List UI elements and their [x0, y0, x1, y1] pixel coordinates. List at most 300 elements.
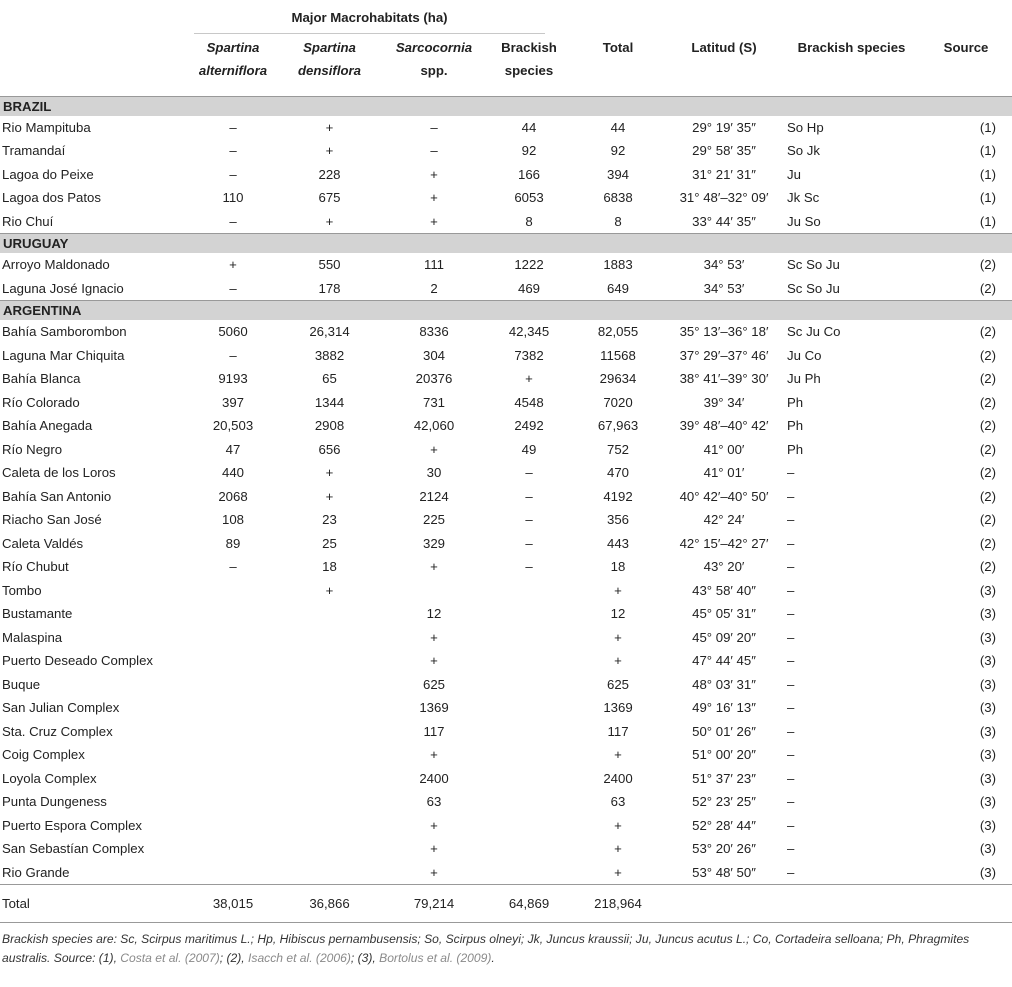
cell-br — [487, 673, 571, 697]
table-row — [0, 391, 1012, 415]
cell-lat: 40° 42′–40° 50′ — [679, 488, 769, 504]
cell-src: (3) — [979, 770, 997, 786]
cell-sc: 625 — [422, 676, 445, 692]
cell-src: (3) — [979, 841, 997, 857]
cell-sd: 26,314 — [309, 324, 350, 340]
cell-sc: 20376 — [415, 371, 453, 387]
table-row — [0, 720, 1012, 744]
cell-src: (1) — [979, 166, 997, 182]
citation-link[interactable]: Costa et al. (2007) — [120, 950, 220, 965]
cell-bs: – — [787, 653, 795, 669]
section-label: ARGENTINA — [0, 301, 1012, 321]
cell-lat: 53° 20′ 26″ — [692, 841, 756, 857]
cell-br — [487, 579, 571, 603]
cell-bs: Sc So Ju — [787, 257, 840, 273]
cell-lat: 50° 01′ 26″ — [692, 723, 756, 739]
cell-src: (3) — [979, 653, 997, 669]
table-row — [0, 814, 1012, 838]
cell-src: (1) — [979, 119, 997, 135]
cell-sa: 2068 — [218, 488, 248, 504]
cell-sa — [188, 649, 278, 673]
cell-name: Rio Chuí — [2, 213, 54, 229]
cell-br: – — [525, 512, 533, 528]
section-header — [0, 234, 1012, 254]
cell-sc: + — [430, 841, 438, 857]
cell-total: 356 — [607, 512, 630, 528]
cell-sc: 117 — [423, 723, 445, 739]
cell-br: + — [525, 371, 533, 387]
cell-br — [487, 743, 571, 767]
cell-name: Caleta de los Loros — [2, 465, 116, 481]
cell-sd: 65 — [322, 371, 337, 387]
total-sa: 38,015 — [188, 885, 278, 923]
cell-src: (1) — [979, 143, 997, 159]
cell-br: 8 — [525, 213, 533, 229]
cell-total: + — [614, 629, 622, 645]
table-header — [0, 0, 1012, 96]
section-header — [0, 301, 1012, 321]
total-lat — [665, 885, 783, 923]
cell-lat: 48° 03′ 31″ — [692, 676, 756, 692]
cell-br: – — [525, 559, 533, 575]
cell-sa — [188, 790, 278, 814]
cell-sa — [188, 626, 278, 650]
cell-sd — [278, 814, 381, 838]
cell-lat: 35° 13′–36° 18′ — [679, 324, 769, 340]
cell-br — [487, 814, 571, 838]
cell-total: 7020 — [603, 394, 633, 410]
cell-name: Punta Dungeness — [2, 794, 107, 810]
total-sd: 36,866 — [278, 885, 381, 923]
cell-bs: Sc Ju Co — [787, 324, 841, 340]
cell-bs: Sc So Ju — [787, 280, 840, 296]
cell-sd: 675 — [318, 190, 341, 206]
cell-sa: – — [229, 559, 237, 575]
cell-sd: + — [325, 582, 334, 598]
section-label: BRAZIL — [0, 96, 1012, 116]
cell-lat: 39° 34′ — [703, 394, 745, 410]
cell-br: 7382 — [514, 347, 544, 363]
cell-sa: + — [229, 257, 237, 273]
cell-br — [487, 626, 571, 650]
table-row — [0, 485, 1012, 509]
cell-sc: 329 — [422, 535, 445, 551]
total-name: Total — [0, 885, 188, 923]
cell-name: Lagoa dos Patos — [2, 190, 101, 206]
cell-sd: + — [325, 488, 334, 504]
cell-sa: 89 — [225, 535, 241, 551]
cell-total: 1883 — [603, 257, 633, 273]
cell-total: 625 — [607, 676, 630, 692]
cell-total: 470 — [607, 465, 630, 481]
table-row — [0, 861, 1012, 885]
cell-name: Río Chubut — [2, 559, 69, 575]
cell-sd — [278, 837, 381, 861]
cell-sd: + — [325, 213, 334, 229]
table-row — [0, 461, 1012, 485]
section-header — [0, 96, 1012, 116]
cell-br: 92 — [521, 143, 537, 159]
cell-name: Coig Complex — [2, 747, 85, 763]
cell-sc: 2 — [430, 280, 438, 296]
cell-src: (2) — [979, 324, 997, 340]
cell-bs: – — [787, 841, 795, 857]
cell-lat: 33° 44′ 35″ — [692, 213, 756, 229]
cell-bs: – — [787, 465, 795, 481]
cell-lat: 29° 19′ 35″ — [692, 119, 756, 135]
header-source: Source — [920, 34, 1012, 96]
table-row — [0, 163, 1012, 187]
cell-sd: 25 — [322, 535, 337, 551]
table-row — [0, 438, 1012, 462]
cell-total: 11568 — [600, 347, 636, 363]
cell-sd: 550 — [318, 257, 341, 273]
table-row — [0, 508, 1012, 532]
cell-sc: 42,060 — [413, 418, 455, 434]
cell-br: 166 — [518, 166, 541, 182]
cell-bs: – — [787, 606, 795, 622]
cell-sc: 2124 — [419, 488, 449, 504]
cell-sc: – — [430, 119, 438, 135]
cell-src: (3) — [979, 606, 997, 622]
cell-name: Bustamante — [2, 606, 73, 622]
cell-name: Bahía Samborombon — [2, 324, 127, 340]
cell-sc: 225 — [422, 512, 445, 528]
cell-name: Bahía San Antonio — [2, 488, 112, 504]
table-row — [0, 649, 1012, 673]
cell-lat: 51° 00′ 20″ — [692, 747, 756, 763]
cell-bs: Jk Sc — [787, 190, 820, 206]
cell-br — [487, 790, 571, 814]
cell-sc: 2400 — [419, 770, 449, 786]
cell-lat: 45° 05′ 31″ — [692, 606, 756, 622]
cell-sc: + — [430, 629, 438, 645]
cell-lat: 41° 01′ — [703, 465, 745, 481]
cell-sd: 178 — [318, 280, 341, 296]
cell-lat: 53° 48′ 50″ — [692, 864, 756, 880]
cell-bs: Ju Co — [787, 347, 822, 363]
cell-sa: 110 — [222, 190, 244, 206]
cell-total: + — [614, 653, 622, 669]
cell-sc: + — [430, 213, 438, 229]
header-latitude: Latitud (S) — [665, 34, 783, 96]
cell-bs: – — [787, 747, 795, 763]
header-spartina-densiflora: Spartina densiflora — [278, 34, 381, 96]
cell-sa: – — [229, 119, 237, 135]
cell-total: 92 — [610, 143, 626, 159]
cell-total: 67,963 — [597, 418, 639, 434]
cell-src: (2) — [979, 394, 997, 410]
cell-bs: – — [787, 817, 795, 833]
total-src — [920, 885, 1012, 923]
cell-lat: 51° 37′ 23″ — [692, 770, 756, 786]
table-row — [0, 790, 1012, 814]
cell-total: 82,055 — [597, 324, 639, 340]
citation-link[interactable]: Isacch et al. (2006) — [248, 950, 351, 965]
cell-sa: 9193 — [218, 371, 248, 387]
cell-lat: 29° 58′ 35″ — [692, 143, 756, 159]
cell-src: (2) — [979, 371, 997, 387]
cell-total: 63 — [610, 794, 626, 810]
cell-total: 4192 — [603, 488, 633, 504]
table-row — [0, 743, 1012, 767]
cell-sd: 1344 — [314, 394, 345, 410]
cell-src: (2) — [979, 441, 997, 457]
cell-lat: 39° 48′–40° 42′ — [679, 418, 769, 434]
cell-sd: + — [325, 465, 334, 481]
total-br: 64,869 — [487, 885, 571, 923]
table-row — [0, 602, 1012, 626]
cell-total: 443 — [607, 535, 630, 551]
cell-src: (2) — [979, 418, 997, 434]
section-label: URUGUAY — [0, 234, 1012, 254]
cell-sa — [188, 861, 278, 885]
cell-lat: 49° 16′ 13″ — [692, 700, 756, 716]
cell-name: Malaspina — [2, 629, 63, 645]
cell-total: + — [614, 841, 622, 857]
cell-sc: 30 — [426, 465, 442, 481]
cell-bs: – — [787, 559, 795, 575]
cell-src: (2) — [979, 559, 997, 575]
cell-lat: 45° 09′ 20″ — [692, 629, 756, 645]
cell-bs: – — [787, 488, 795, 504]
cell-br — [487, 767, 571, 791]
cell-total: 6838 — [603, 190, 633, 206]
cell-bs: Ju Ph — [787, 371, 821, 387]
cell-sa: – — [229, 213, 237, 229]
total-sc: 79,214 — [381, 885, 487, 923]
cell-lat: 31° 21′ 31″ — [692, 166, 756, 182]
cell-lat: 43° 20′ — [703, 559, 745, 575]
cell-br — [487, 837, 571, 861]
cell-total: + — [614, 582, 622, 598]
macrohabitats-group-header: Major Macrohabitats (ha) — [188, 0, 571, 34]
cell-br: – — [525, 535, 533, 551]
cell-name: Río Negro — [2, 441, 63, 457]
cell-bs: So Hp — [787, 119, 824, 135]
cell-total: 752 — [607, 441, 630, 457]
cell-src: (2) — [979, 280, 997, 296]
footnote: Brackish species are: Sc, Scirpus maritimus L.; Hp, Hibiscus pernambusensis; So, Scirpus olneyi; Jk, Juncus kraussii; Ju, Juncus acutus L.; Co, Cortadeira selloana; Ph, Phragmites australis. Source: (1), Costa et al. (2007); (2), Isacch et al. (2006); (3), Bortolus et al. (2009). — [2, 932, 970, 965]
table-row — [0, 210, 1012, 234]
cell-sc: + — [430, 559, 438, 575]
cell-sc: + — [430, 864, 438, 880]
table-row — [0, 555, 1012, 579]
citation-link[interactable]: Bortolus et al. (2009) — [379, 950, 492, 965]
cell-br — [487, 602, 571, 626]
header-spartina-alterniflora: Spartina alterniflora — [188, 34, 278, 96]
cell-bs: – — [787, 864, 795, 880]
cell-total: + — [614, 817, 622, 833]
cell-br — [487, 720, 571, 744]
cell-sc: 111 — [423, 257, 445, 273]
cell-br: – — [525, 465, 533, 481]
cell-sc: 304 — [422, 347, 445, 363]
cell-sc: 1369 — [419, 700, 449, 716]
totals-row — [0, 885, 1012, 923]
cell-bs: Ju — [787, 166, 801, 182]
cell-bs: Ju So — [787, 213, 821, 229]
cell-src: (1) — [979, 190, 997, 206]
cell-src: (3) — [979, 629, 997, 645]
cell-br: 2492 — [514, 418, 544, 434]
table-row — [0, 767, 1012, 791]
cell-lat: 38° 41′–39° 30′ — [679, 371, 769, 387]
table-row — [0, 532, 1012, 556]
cell-lat: 31° 48′–32° 09′ — [679, 190, 769, 206]
cell-lat: 42° 24′ — [703, 512, 745, 528]
cell-sa: – — [229, 347, 237, 363]
table-body — [0, 96, 1012, 923]
header-name — [0, 34, 188, 96]
cell-br: 469 — [518, 280, 541, 296]
table-row — [0, 579, 1012, 603]
table-row — [0, 344, 1012, 368]
cell-src: (3) — [979, 723, 997, 739]
header-empty-right — [571, 0, 1012, 34]
cell-sa — [188, 602, 278, 626]
cell-sd: 228 — [318, 166, 341, 182]
cell-src: (3) — [979, 817, 997, 833]
cell-name: Sta. Cruz Complex — [2, 723, 113, 739]
cell-lat: 43° 58′ 40″ — [692, 582, 756, 598]
cell-br — [487, 696, 571, 720]
cell-sd: 23 — [322, 512, 337, 528]
cell-sc: 731 — [422, 394, 445, 410]
cell-name: San Sebastían Complex — [2, 841, 145, 857]
cell-name: Río Colorado — [2, 394, 80, 410]
cell-name: Loyola Complex — [2, 770, 97, 786]
cell-sd: 3882 — [314, 347, 345, 363]
cell-src: (2) — [979, 347, 997, 363]
header-empty — [0, 0, 188, 34]
cell-sa — [188, 814, 278, 838]
cell-sa: – — [229, 143, 237, 159]
cell-br: 44 — [521, 119, 537, 135]
cell-name: Bahía Anegada — [2, 418, 93, 434]
cell-src: (2) — [979, 257, 997, 273]
cell-sd: + — [325, 119, 334, 135]
cell-sc: + — [430, 653, 438, 669]
table-row — [0, 139, 1012, 163]
table-row — [0, 116, 1012, 140]
cell-sa — [188, 720, 278, 744]
cell-sa — [188, 767, 278, 791]
cell-lat: 34° 53′ — [703, 257, 745, 273]
cell-bs: Ph — [787, 441, 804, 457]
cell-sd: 2908 — [314, 418, 345, 434]
cell-sd — [278, 767, 381, 791]
table-row — [0, 277, 1012, 301]
cell-sa: – — [229, 280, 237, 296]
cell-name: Tombo — [2, 582, 42, 598]
cell-lat: 47° 44′ 45″ — [692, 653, 756, 669]
cell-total: 117 — [607, 723, 629, 739]
cell-bs: – — [787, 535, 795, 551]
cell-sd — [278, 696, 381, 720]
cell-sc: + — [430, 190, 438, 206]
cell-name: Puerto Espora Complex — [2, 817, 143, 833]
cell-bs: Ph — [787, 418, 804, 434]
table-row — [0, 673, 1012, 697]
table-row — [0, 320, 1012, 344]
cell-bs: – — [787, 794, 795, 810]
cell-src: (2) — [979, 512, 997, 528]
cell-br: 1222 — [514, 257, 544, 273]
cell-sd — [278, 790, 381, 814]
cell-name: Buque — [2, 676, 41, 692]
header-brackish: Brackish species — [487, 34, 571, 96]
cell-src: (3) — [979, 864, 997, 880]
cell-sa: 397 — [221, 394, 244, 410]
cell-bs: Ph — [787, 394, 804, 410]
cell-name: Rio Grande — [2, 864, 70, 880]
cell-sa: 5060 — [218, 324, 248, 340]
cell-sd — [278, 861, 381, 885]
cell-sa: 47 — [225, 441, 241, 457]
cell-sa: 108 — [221, 512, 244, 528]
cell-bs: – — [787, 700, 795, 716]
table-row — [0, 186, 1012, 210]
cell-sd — [278, 626, 381, 650]
cell-total: + — [614, 747, 622, 763]
cell-sc: + — [430, 747, 438, 763]
cell-src: (3) — [979, 676, 997, 692]
cell-total: 8 — [614, 213, 622, 229]
cell-bs: – — [787, 676, 795, 692]
cell-sc: + — [430, 166, 438, 182]
cell-bs: – — [787, 770, 795, 786]
cell-bs: – — [787, 629, 795, 645]
cell-name: Laguna José Ignacio — [2, 280, 124, 296]
table-row — [0, 367, 1012, 391]
header-total: Total — [571, 34, 665, 96]
cell-br — [487, 861, 571, 885]
cell-sd: 18 — [322, 559, 337, 575]
header-brackish-species: Brackish species — [783, 34, 920, 96]
cell-br: – — [525, 488, 533, 504]
cell-lat: 34° 53′ — [703, 280, 745, 296]
cell-name: Tramandaí — [2, 143, 66, 159]
cell-lat: 52° 23′ 25″ — [692, 794, 756, 810]
cell-total: 44 — [610, 119, 626, 135]
cell-sa: – — [229, 166, 237, 182]
table-row — [0, 837, 1012, 861]
header-sarcocornia: Sarcocornia spp. — [381, 34, 487, 96]
cell-name: San Julian Complex — [2, 700, 120, 716]
cell-name: Laguna Mar Chiquita — [2, 347, 125, 363]
cell-br — [487, 649, 571, 673]
cell-br: 42,345 — [508, 324, 550, 340]
cell-sc: + — [430, 441, 438, 457]
cell-sd — [278, 720, 381, 744]
cell-total: + — [614, 864, 622, 880]
cell-sd — [278, 743, 381, 767]
cell-sa — [188, 837, 278, 861]
cell-sc — [381, 579, 487, 603]
cell-sa — [188, 579, 278, 603]
cell-sc: 63 — [426, 794, 442, 810]
cell-total: 394 — [607, 166, 630, 182]
cell-total: 18 — [610, 559, 626, 575]
cell-src: (2) — [979, 465, 997, 481]
cell-lat: 52° 28′ 44″ — [692, 817, 756, 833]
table-row — [0, 253, 1012, 277]
table-row — [0, 696, 1012, 720]
cell-sc: 12 — [426, 606, 442, 622]
cell-sa — [188, 696, 278, 720]
cell-src: (3) — [979, 700, 997, 716]
